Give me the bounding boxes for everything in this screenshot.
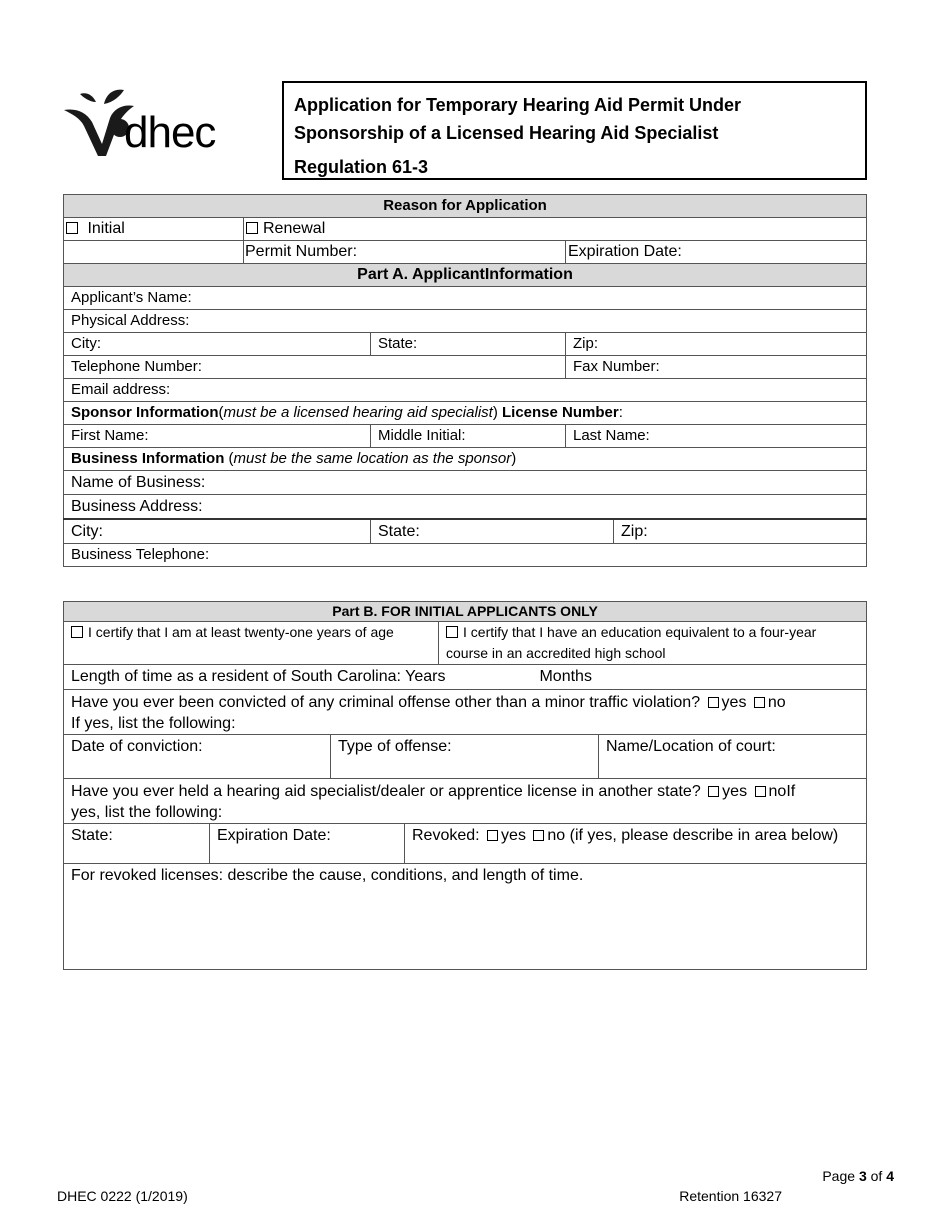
conviction-question-row[interactable]	[64, 690, 867, 735]
sponsor-heading: Sponsor Information	[71, 404, 219, 421]
residency-row[interactable]	[64, 665, 867, 690]
certify-education-checkbox[interactable]	[446, 626, 458, 638]
first-name-field[interactable]: First Name:	[64, 425, 371, 448]
blank-cell	[64, 241, 244, 264]
revoked-yes-checkbox[interactable]	[487, 830, 498, 841]
residency-years-label: Length of time as a resident of South Carolina: Years	[71, 668, 446, 685]
sponsor-note: must be a licensed hearing aid specialist	[223, 404, 493, 421]
zip-field[interactable]: Zip:	[566, 333, 867, 356]
revoked-description-area[interactable]: For revoked licenses: describe the cause, conditions, and length of time.	[64, 864, 867, 970]
logo-text: dhec	[124, 108, 216, 157]
permit-number-field[interactable]: Permit Number:	[244, 241, 566, 264]
court-field[interactable]: Name/Location of court:	[599, 735, 867, 779]
conviction-no-label: no	[767, 694, 786, 711]
certify-education-option[interactable]	[439, 622, 867, 665]
fax-field[interactable]: Fax Number:	[566, 356, 867, 379]
business-note: must be the same location as the sponsor	[233, 450, 512, 467]
revoked-yes-label: yes	[501, 827, 526, 844]
revoked-label: Revoked:	[412, 827, 480, 844]
part-b-heading: Part B. FOR INITIAL APPLICANTS ONLY	[64, 602, 867, 622]
certify-age-label: I certify that I am at least twenty-one years of age	[88, 624, 394, 640]
email-field[interactable]: Email address:	[64, 379, 867, 402]
business-city-field[interactable]: City:	[64, 519, 371, 544]
business-heading: Business Information	[71, 450, 225, 467]
offense-type-field[interactable]: Type of offense:	[331, 735, 599, 779]
license-question: Have you ever held a hearing aid specialist/dealer or apprentice license in another state?	[71, 783, 701, 800]
page-prefix: Page	[822, 1168, 856, 1184]
page-of: of	[870, 1168, 883, 1184]
license-yes-label: yes	[722, 783, 748, 800]
telephone-field[interactable]: Telephone Number:	[64, 356, 566, 379]
conviction-yes-checkbox[interactable]	[708, 697, 719, 708]
initial-checkbox[interactable]	[66, 222, 78, 234]
revoked-no-checkbox[interactable]	[533, 830, 544, 841]
conviction-date-field[interactable]: Date of conviction:	[64, 735, 331, 779]
part-a-heading: Part A. ApplicantInformation	[64, 264, 867, 287]
form-title-box	[282, 81, 867, 180]
certify-education-label: I certify that I have an education equivalent to a four-year course in an accredited high school	[446, 624, 817, 661]
page-current: 3	[858, 1168, 867, 1184]
applicant-name-field[interactable]: Applicant’s Name:	[64, 287, 867, 310]
revoked-field[interactable]	[405, 824, 867, 864]
form-id: DHEC 0222 (1/2019)	[57, 1188, 188, 1204]
license-no-label: noIf	[768, 783, 796, 800]
physical-address-field[interactable]: Physical Address:	[64, 310, 867, 333]
business-address-field[interactable]: Business Address:	[64, 495, 867, 520]
form-title-line1: Application for Temporary Hearing Aid Permit Under	[294, 95, 742, 115]
conviction-question: Have you ever been convicted of any criminal offense other than a minor traffic violation?	[71, 694, 701, 711]
form-title-line2: Sponsorship of a Licensed Hearing Aid Specialist	[294, 123, 719, 143]
other-expiration-field[interactable]: Expiration Date:	[210, 824, 405, 864]
license-no-checkbox[interactable]	[755, 786, 766, 797]
page-total: 4	[886, 1168, 894, 1184]
certify-age-option[interactable]	[64, 622, 439, 665]
renewal-checkbox[interactable]	[246, 222, 258, 234]
certify-age-checkbox[interactable]	[71, 626, 83, 638]
middle-initial-field[interactable]: Middle Initial:	[371, 425, 566, 448]
business-telephone-field[interactable]: Business Telephone:	[64, 544, 867, 567]
last-name-field[interactable]: Last Name:	[566, 425, 867, 448]
business-name-field[interactable]: Name of Business:	[64, 471, 867, 495]
city-field[interactable]: City:	[64, 333, 371, 356]
residency-months-label: Months	[539, 668, 592, 685]
page-number	[822, 1168, 894, 1184]
license-followup: yes, list the following:	[71, 804, 223, 821]
business-state-field[interactable]: State:	[371, 519, 614, 544]
license-number-label: License Number	[502, 404, 619, 421]
conviction-no-checkbox[interactable]	[754, 697, 765, 708]
expiration-date-field[interactable]: Expiration Date:	[566, 241, 867, 264]
revoked-note: no (if yes, please describe in area below)	[547, 827, 839, 844]
business-zip-field[interactable]: Zip:	[614, 519, 867, 544]
business-info-row: Business Information (must be the same location as the sponsor)	[64, 448, 867, 471]
conviction-followup: If yes, list the following:	[71, 715, 236, 732]
initial-option[interactable]	[64, 218, 244, 241]
reason-heading: Reason for Application	[64, 195, 867, 218]
other-state-field[interactable]: State:	[64, 824, 210, 864]
renewal-label: Renewal	[263, 220, 326, 237]
renewal-option[interactable]	[244, 218, 867, 241]
license-question-row[interactable]	[64, 779, 867, 824]
retention-number: Retention 16327	[679, 1188, 782, 1204]
conviction-yes-label: yes	[721, 694, 747, 711]
part-b-table	[63, 601, 867, 970]
initial-label: Initial	[87, 220, 125, 237]
license-yes-checkbox[interactable]	[708, 786, 719, 797]
regulation-label: Regulation 61-3	[294, 157, 429, 177]
applicant-info-table	[63, 194, 867, 567]
state-field[interactable]: State:	[371, 333, 566, 356]
sponsor-info-row[interactable]: Sponsor Information(must be a licensed hearing aid specialist) License Number:	[64, 402, 867, 425]
